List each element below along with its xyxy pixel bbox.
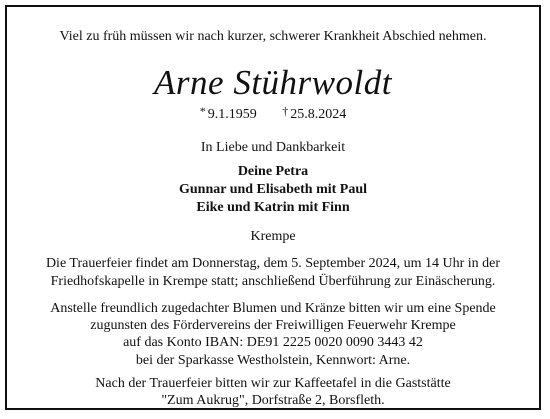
funeral-line: Die Trauerfeier findet am Donnerstag, dem 5. September 2024, um 14 Uhr in der (45, 256, 501, 271)
birth-date-group (199, 104, 257, 122)
intro-text (7, 29, 539, 45)
deceased-name: Arne Stührwoldt (154, 63, 392, 102)
family-names (7, 163, 539, 217)
donation-line: bei der Sparkasse Westholstein, Kennwort: Arne. (135, 352, 411, 368)
family-line: Deine Petra (237, 164, 309, 179)
reception-info (7, 375, 539, 409)
intro-line: Viel zu früh müssen wir nach kurzer, schwerer Krankheit Abschied nehmen. (59, 29, 487, 44)
donation-info (7, 300, 539, 369)
life-dates (7, 103, 539, 123)
birth-date: 9.1.1959 (207, 107, 257, 122)
family-line: Eike und Katrin mit Finn (196, 200, 350, 215)
funeral-info (7, 255, 539, 291)
funeral-line: Friedhofskapelle in Krempe statt; anschließend Überführung zur Einäscherung. (50, 274, 496, 289)
reception-line: "Zum Aukrug", Dorfstraße 2, Borsfleth. (161, 393, 385, 409)
reception-line: Nach der Trauerfeier bitten wir zur Kaffeetafel in die Gaststätte (95, 376, 451, 391)
family-line: Gunnar und Elisabeth mit Paul (178, 182, 368, 197)
death-date: 25.8.2024 (290, 107, 347, 122)
love-line: In Liebe und Dankbarkeit (200, 140, 346, 155)
donation-line: Anstelle freundlich zugedachter Blumen und Kränze bitten wir um eine Spende (50, 301, 496, 316)
death-date-group (282, 104, 347, 122)
place-name: Krempe (250, 229, 296, 244)
donation-line: auf das Konto IBAN: DE91 2225 0020 0090 3443 42 (123, 335, 423, 351)
donation-line: zugunsten des Fördervereins der Freiwilligen Feuerwehr Krempe (90, 318, 456, 334)
death-cross-icon: † (282, 104, 289, 118)
birth-star-icon: * (199, 104, 206, 118)
obituary-notice (7, 7, 539, 408)
